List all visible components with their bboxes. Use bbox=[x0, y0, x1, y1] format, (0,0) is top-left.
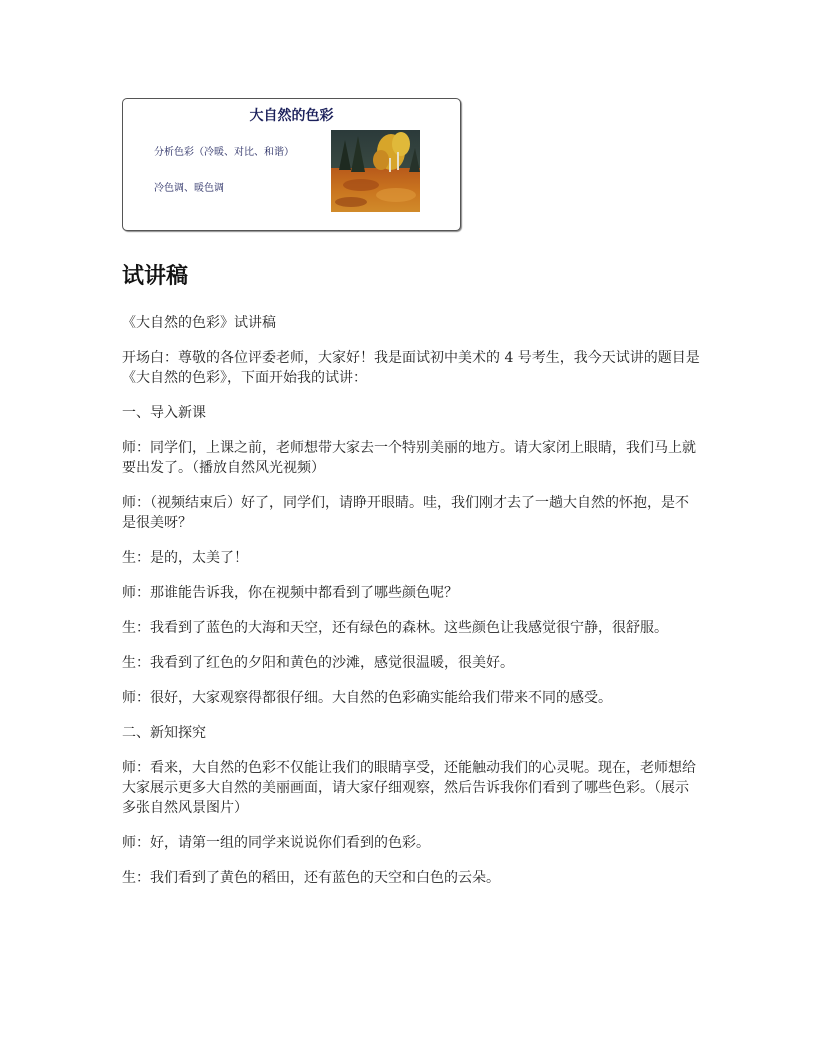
section-heading: 一、导入新课 bbox=[122, 405, 206, 421]
section-heading: 二、新知探究 bbox=[122, 725, 206, 741]
paragraph: 生：我看到了蓝色的大海和天空，还有绿色的森林。这些颜色让我感觉很宁静，很舒服。 bbox=[122, 620, 668, 636]
paragraph: 开场白：尊敬的各位评委老师，大家好！我是面试初中美术的 4 号考生，我今天试讲的题目是《大自然的色彩》，下面开始我的试讲： bbox=[122, 350, 700, 386]
paragraph: 师：同学们，上课之前，老师想带大家去一个特别美丽的地方。请大家闭上眼睛，我们马上就要出发了。（播放自然风光视频） bbox=[122, 440, 696, 476]
paragraph: 生：是的，太美了！ bbox=[122, 550, 248, 566]
slide-point-tones: 冷色调、暖色调 bbox=[154, 183, 224, 194]
autumn-landscape-image bbox=[331, 130, 420, 212]
slide-title: 大自然的色彩 bbox=[249, 108, 334, 124]
paragraph: 师：很好，大家观察得都很仔细。大自然的色彩确实能给我们带来不同的感受。 bbox=[122, 690, 612, 706]
paragraph: 师：看来，大自然的色彩不仅能让我们的眼睛享受，还能触动我们的心灵呢。现在，老师想给大家展示更多大自然的美丽画面，请大家仔细观察，然后告诉我你们看到了哪些色彩。（展示多张自然风景图片） bbox=[122, 760, 696, 816]
slide-thumbnail bbox=[122, 98, 461, 231]
paragraph: 生：我们看到了黄色的稻田，还有蓝色的天空和白色的云朵。 bbox=[122, 870, 500, 886]
page-title: 试讲稿 bbox=[122, 264, 189, 289]
paragraph: 《大自然的色彩》试讲稿 bbox=[122, 315, 276, 331]
slide-point-analysis: 分析色彩（冷暖、对比、和谐） bbox=[154, 147, 294, 158]
script-content bbox=[122, 313, 700, 903]
paragraph: 师：那谁能告诉我，你在视频中都看到了哪些颜色呢？ bbox=[122, 585, 458, 601]
paragraph: 师：好，请第一组的同学来说说你们看到的色彩。 bbox=[122, 835, 430, 851]
paragraph: 师：（视频结束后）好了，同学们，请睁开眼睛。哇，我们刚才去了一趟大自然的怀抱，是不是很美呀？ bbox=[122, 495, 689, 531]
paragraph: 生：我看到了红色的夕阳和黄色的沙滩，感觉很温暖，很美好。 bbox=[122, 655, 514, 671]
